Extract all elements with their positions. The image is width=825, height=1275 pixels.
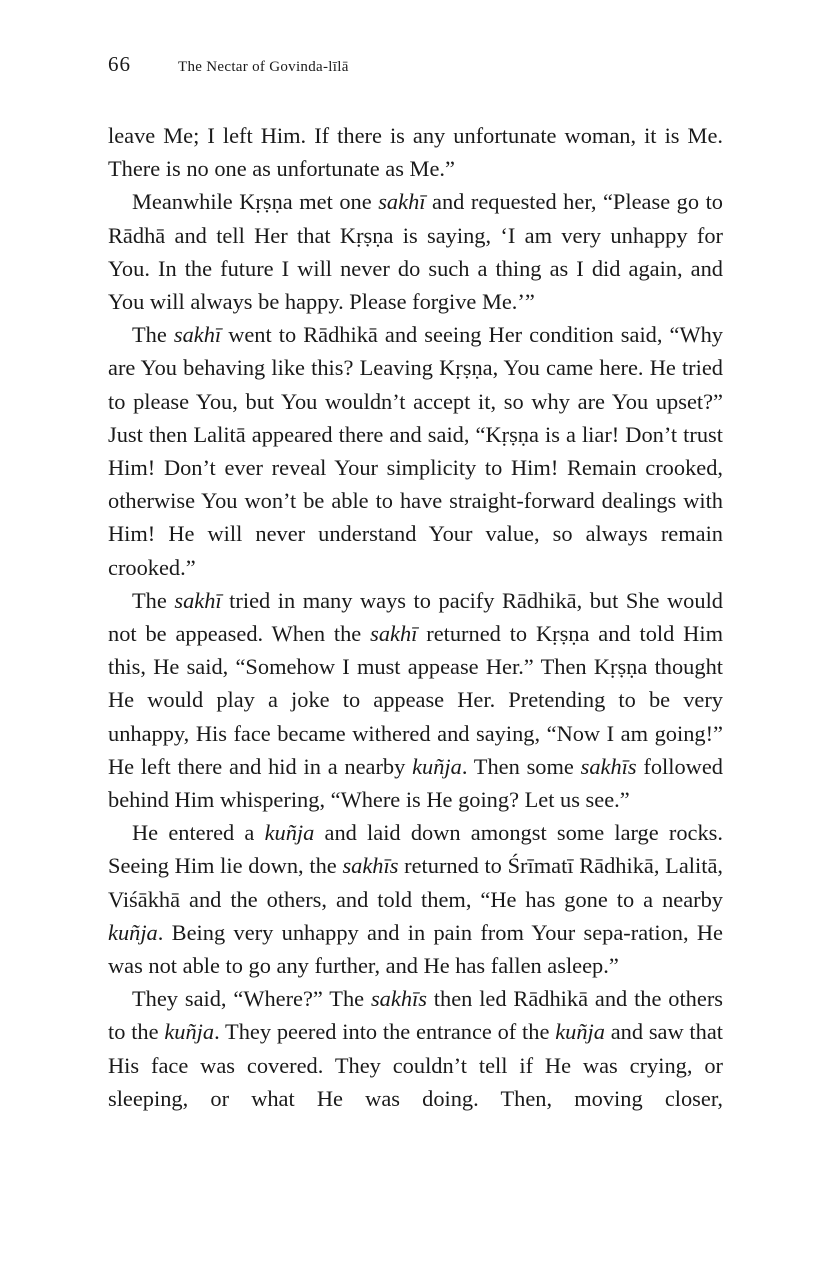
italic-term: kuñja [412,753,462,779]
italic-term: kuñja [264,820,315,846]
body-text [108,119,723,1115]
text-run: went to Rādhikā and seeing Her condition said, “Why are You behaving like this? Leaving Kṛṣṇa, You came here. He tried to please You, but You wouldn’t accept it, so why are You upset?” Just then Lalitā appeared there and said, “Kṛṣṇa is a liar! Don’t trust Him! Don’t ever reveal Your simplicity to Him! Remain crooked, otherwise You won’t be able to have straight-forward dealings with Him! He will never understand Your value, so always remain crooked.” [108,322,723,580]
text-run: He entered a [132,820,265,846]
text-run: then led Rādhikā and the others to the [108,986,723,1045]
text-run: The [132,322,174,348]
italic-term: kuñja [108,919,158,945]
text-run: followed behind Him whispering, “Where is He going? Let us see.” [108,753,723,813]
italic-term: sakhī [378,189,426,215]
text-run: . Being very unhappy and in pain from Your sepa-ration, He was not able to go any further, and He has fallen asleep.” [108,919,723,979]
running-head [108,52,723,86]
page-number: 66 [108,52,131,76]
paragraph [108,119,723,185]
text-run: Meanwhile Kṛṣṇa met one [132,189,379,215]
italic-term: sakhīs [370,986,427,1012]
text-run: returned to Kṛṣṇa and told Him this, He said, “Somehow I must appease Her.” Then Kṛṣṇa thought He would play a joke to appease Her. Pretending to be very unhappy, His face became withered and saying, “Now I am going!” He left there and hid in a nearby [108,621,723,779]
paragraph [108,816,723,982]
text-run: tried in many ways to pacify Rādhikā, but She would not be appeased. When the [108,587,723,647]
text-run: . Then some [461,753,581,779]
book-page [108,52,723,1115]
italic-term: sakhīs [580,753,637,779]
paragraph [108,584,723,816]
italic-term: sakhī [174,587,222,613]
paragraph [108,185,723,318]
book-title: The Nectar of Govinda-līlā [178,59,349,75]
text-run: leave Me; I left Him. If there is any unfortunate woman, it is Me. There is no one as unfortunate as Me.” [108,123,723,182]
text-run: and saw that His face was covered. They couldn’t tell if He was crying, or sleeping, or what He was doing. Then, moving closer, [108,1019,723,1111]
italic-term: kuñja [555,1019,605,1045]
italic-term: sakhī [173,322,222,348]
text-run: returned to Śrīmatī Rādhikā, Lalitā, Viśākhā and the others, and told them, “He has gone to a nearby [108,853,723,912]
text-run: . They peered into the entrance of the [214,1019,556,1045]
paragraph [108,318,723,584]
text-run: They said, “Where?” The [132,986,371,1012]
italic-term: sakhī [370,621,418,647]
text-run: and requested her, “Please go to Rādhā and tell Her that Kṛṣṇa is saying, ‘I am very unhappy for You. In the future I will never do such a thing as I did again, and You will always be happy. Please forgive Me.’” [108,189,723,315]
italic-term: sakhīs [342,853,399,879]
italic-term: kuñja [164,1019,215,1045]
text-run: The [132,587,175,613]
text-run: and laid down amongst some large rocks. Seeing Him lie down, the [108,820,723,879]
paragraph [108,982,723,1115]
